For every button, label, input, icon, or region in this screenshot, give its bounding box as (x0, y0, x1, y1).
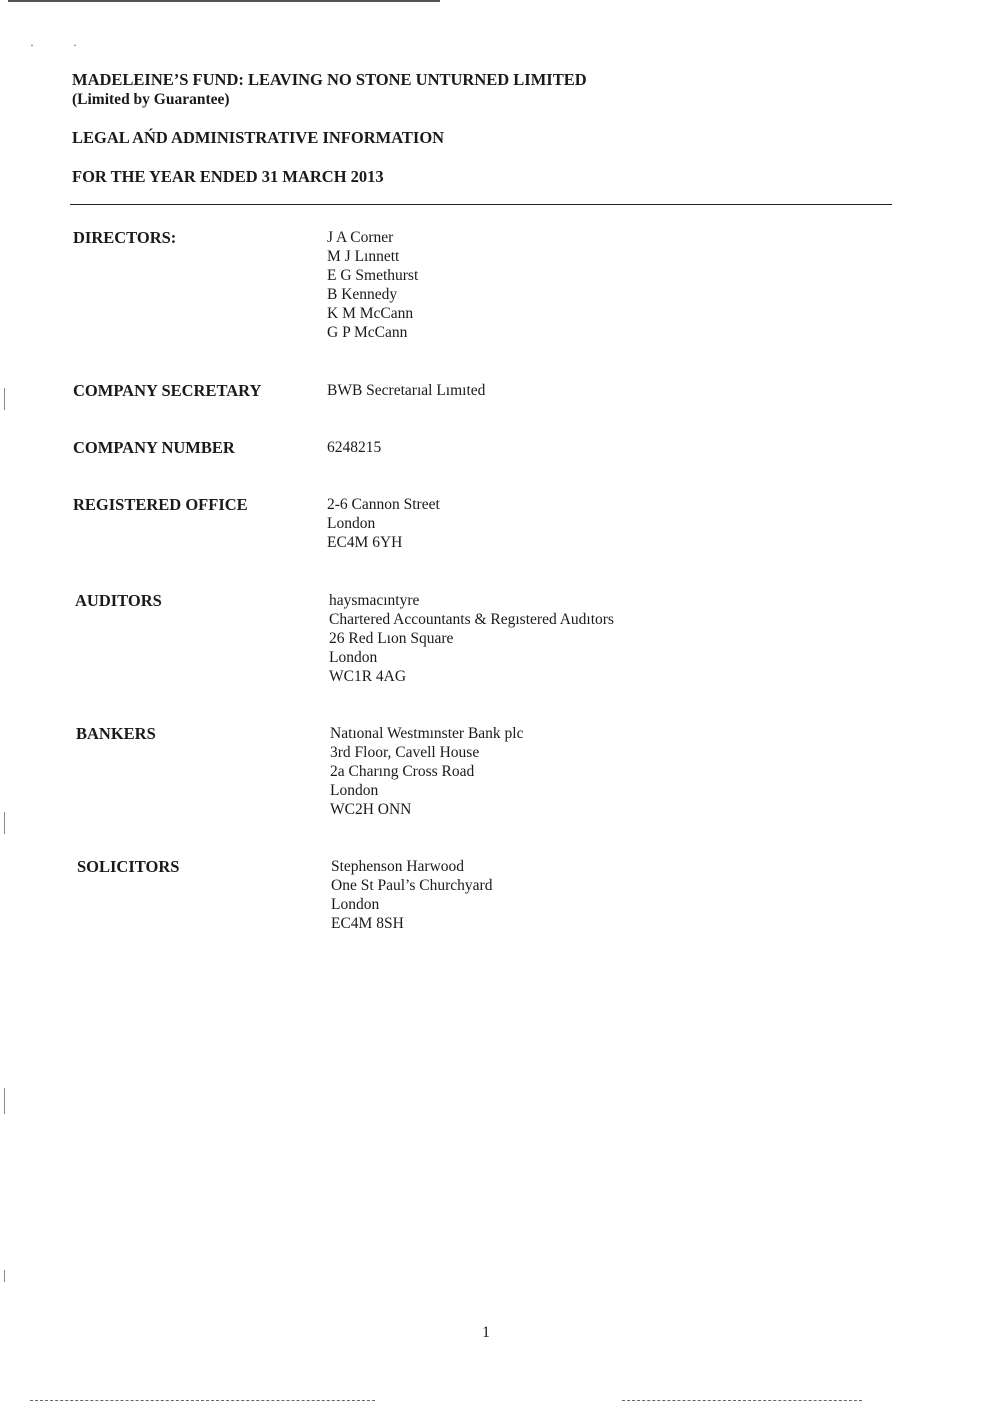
bankers-label: BANKERS (76, 724, 156, 743)
solicitors-details (331, 857, 492, 933)
auditor-line: haysmacıntyre (329, 592, 420, 609)
document-header (72, 70, 892, 110)
banker-line: 2a Charıng Cross Road (330, 763, 475, 780)
director-name: K M McCann (327, 305, 414, 322)
company-name: MADELEINE’S FUND: LEAVING NO STONE UNTURNED LIMITED (72, 70, 587, 89)
auditor-line: WC1R 4AG (329, 668, 407, 685)
director-name: G P McCann (327, 324, 408, 341)
auditor-line: London (329, 649, 378, 666)
address-line: 2-6 Cannon Street (327, 496, 440, 513)
auditors-details (329, 591, 614, 686)
company-secretary-name: BWB Secretarıal Lımıted (327, 382, 486, 399)
banker-line: WC2H ONN (330, 801, 412, 818)
scan-edge-line (622, 1400, 862, 1401)
company-secretary-value (327, 381, 485, 400)
company-number-value (327, 438, 381, 457)
registered-office-label: REGISTERED OFFICE (73, 495, 248, 514)
company-number-label: COMPANY NUMBER (73, 438, 235, 457)
auditor-line: 26 Red Lıon Square (329, 630, 454, 647)
registered-office-address (327, 495, 440, 552)
reporting-period: FOR THE YEAR ENDED 31 MARCH 2013 (72, 167, 384, 186)
header-divider (70, 204, 892, 205)
director-name: M J Lınnett (327, 248, 400, 265)
scan-margin-mark (4, 1270, 5, 1282)
solicitors-label: SOLICITORS (77, 857, 180, 876)
company-secretary-label: COMPANY SECRETARY (73, 381, 262, 400)
auditor-line: Chartered Accountants & Regıstered Audıtors (329, 611, 614, 628)
company-number: 6248215 (327, 439, 382, 456)
director-name: B Kennedy (327, 286, 398, 303)
scan-margin-mark (4, 812, 5, 834)
director-name: J A Corner (327, 229, 394, 246)
director-name: E G Smethurst (327, 267, 419, 284)
scan-margin-mark (4, 388, 5, 410)
directors-list (327, 228, 418, 342)
company-status: (Limited by Guarantee) (72, 91, 230, 108)
banker-line: 3rd Floor, Cavell House (330, 744, 480, 761)
document-heading: LEGAL AŃD ADMINISTRATIVE INFORMATION (72, 128, 445, 147)
banker-line: London (330, 782, 379, 799)
bankers-details (330, 724, 523, 819)
solicitor-line: One St Paul’s Churchyard (331, 877, 493, 894)
address-line: EC4M 6YH (327, 534, 403, 551)
address-line: London (327, 515, 376, 532)
scan-edge-line (8, 0, 440, 2)
solicitor-line: Stephenson Harwood (331, 858, 465, 875)
solicitor-line: EC4M 8SH (331, 915, 404, 932)
page-number: 1 (482, 1324, 490, 1341)
auditors-label: AUDITORS (75, 591, 162, 610)
scan-margin-mark (4, 1088, 5, 1114)
directors-label: DIRECTORS: (73, 228, 177, 247)
banker-line: Natıonal Westmınster Bank plc (330, 725, 524, 742)
scan-edge-line (30, 1400, 375, 1401)
scan-speckle: · · (30, 38, 95, 52)
solicitor-line: London (331, 896, 380, 913)
